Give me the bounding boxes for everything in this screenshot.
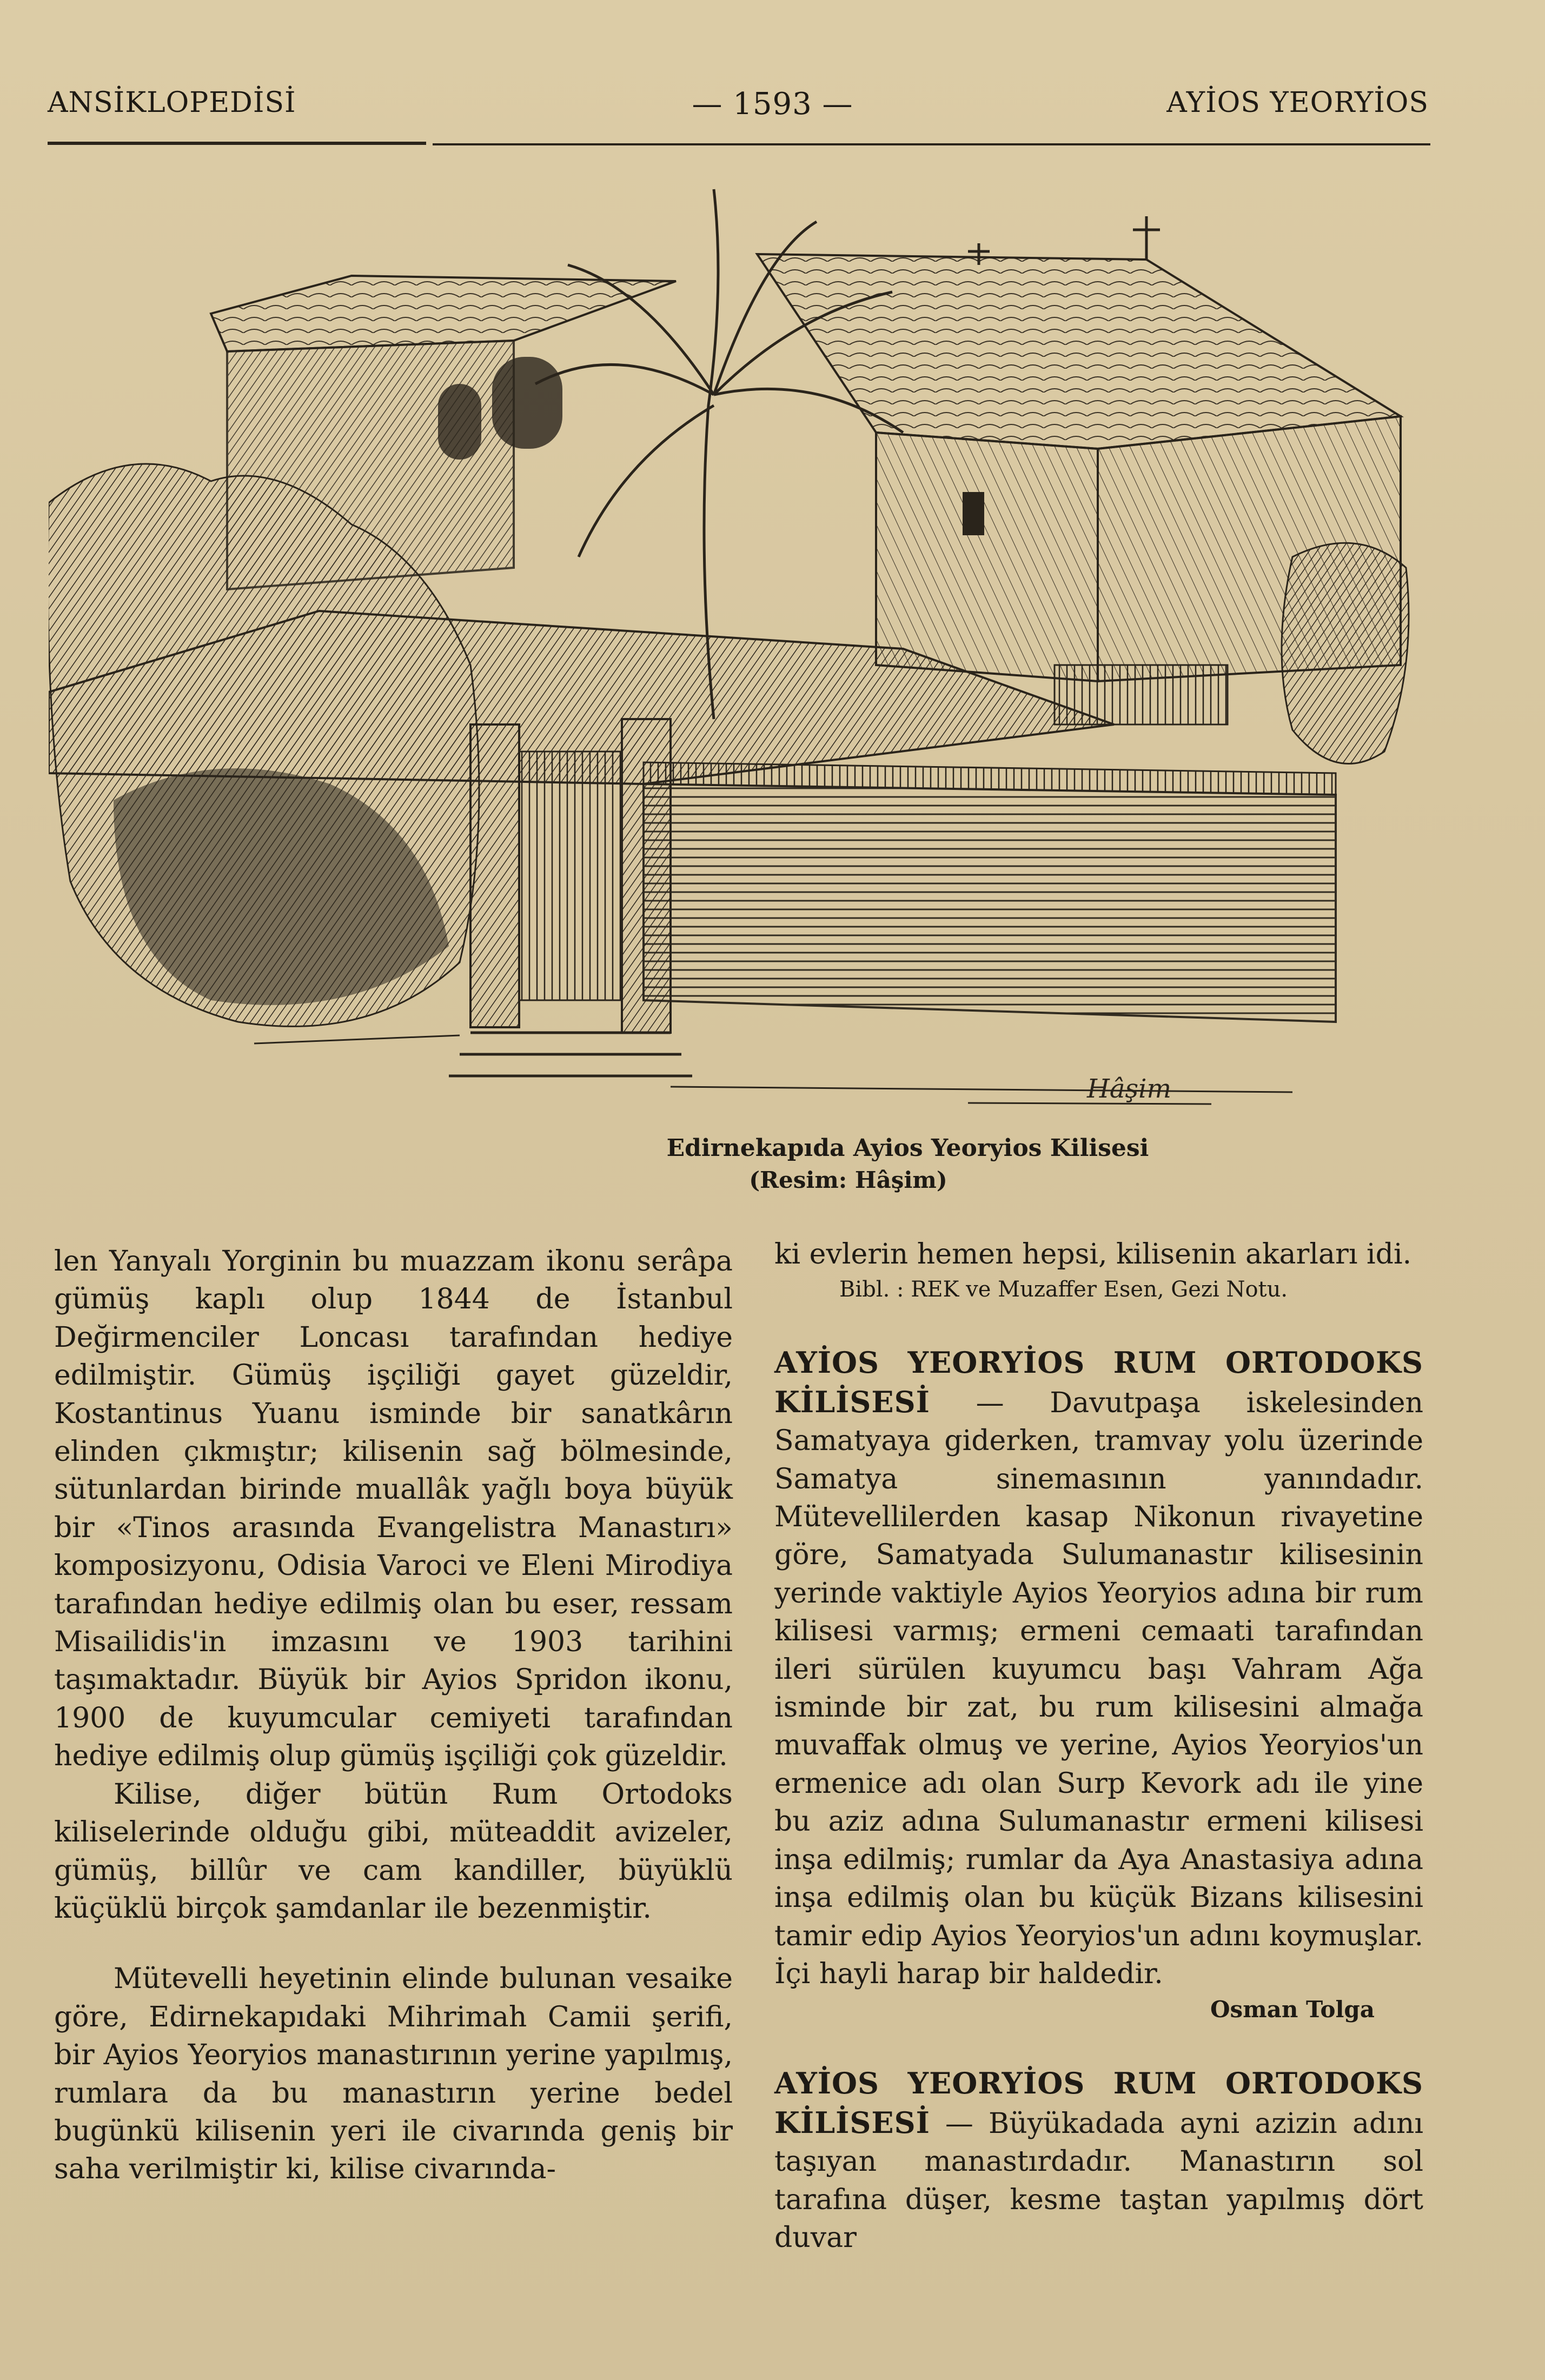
gate-pillar: [622, 719, 671, 1033]
figure-caption-credit: (Resim: Hâşim): [749, 1167, 947, 1193]
left-column: [54, 1242, 733, 2189]
entry-ayios-yeoryios-buyukada: [774, 2064, 1423, 2257]
courtyard-wall: [644, 784, 1336, 1022]
entry-body: — Büyükadada ayni azizin adını taşıyan manastırdadır. Manastırın sol tarafına düşer, kesme taştan yapılmış dört duvar: [774, 2107, 1423, 2254]
entry-ayios-yeoryios-samatya: [774, 1344, 1423, 1993]
entry-heading: AYİOS YEORYİOS RUM ORTODOKS KİLİSESİ: [774, 1345, 1423, 1419]
paragraph: Mütevelli heyetinin elinde bulunan vesaike göre, Edirnekapıdaki Mihrimah Camii şerifi, bir Ayios Yeoryios manastırının yerine yapılmış, rumlara da bu manastırın yerine bedel bugünkü kilisenin yeri ile civarında geniş bir saha verilmiştir ki, kilise civarında-: [54, 1963, 733, 2186]
entry-body: — Davutpaşa iskelesinden Samatyaya giderken, tramvay yolu üzerinde Samatya sinemasının yanındadır. Mütevellilerden kasap Nikonun rivayetine göre, Samatyada Sulumanastır kilisesinin yerinde vaktiyle Ayios Yeoryios adına bir rum kilisesi varmış; ermeni cemaati tarafından ileri sürülen kuyumcu başı Vahram Ağa isminde bir zat, bu rum kilisesini almağa muvaffak olmuş ve yerine, Ayios Yeoryios'un ermenice adı olan Surp Kevork adı ile yine bu aziz adına Sulumanastır ermeni kilisesi inşa edilmiş; rumlar da Aya Anastasiya adına inşa edilmiş olan bu küçük Bizans kilisesini tamir edip Ayios Yeoryios'un adını koymuşlar. İçi hayli harap bir haldedir.: [774, 1386, 1423, 1990]
running-head-left: ANSİKLOPEDİSİ: [48, 87, 296, 119]
paragraph: ki evlerin hemen hepsi, kilisenin akarları idi.: [774, 1238, 1412, 1271]
figure-caption-title: Edirnekapıda Ayios Yeoryios Kilisesi: [666, 1134, 1149, 1162]
church-illustration: [49, 178, 1417, 1125]
header-rule-right: [433, 143, 1430, 145]
bibliography: Bibl. : REK ve Muzaffer Esen, Gezi Notu.: [839, 1277, 1288, 1302]
paragraph: len Yanyalı Yorginin bu muazzam ikonu serâpa gümüş kaplı olup 1844 de İstanbul Değirmenciler Loncası tarafından hediye edilmiştir. Gümüş işçiliği gayet güzeldir, Kostantinus Yuanu isminde bir sanatkârın elinden çıkmıştır; kilisenin sağ bölmesinde, sütunlardan birinde muallâk yağlı boya büyük bir «Tinos arasında Evangelistra Manastırı» komposizyonu, Odisia Varoci ve Eleni Mirodiya tarafından hediye edilmiş olan bu eser, ressam Misailidis'in imzasını ve 1903 tarihini taşımaktadır. Büyük bir Ayios Spridon ikonu, 1900 de kuyumcular cemiyeti tarafından hediye edilmiş olup gümüş işçiliği çok güzeldir.: [54, 1245, 733, 1773]
artist-signature: Hâşim: [1087, 1074, 1171, 1104]
entry-heading: AYİOS YEORYİOS RUM ORTODOKS KİLİSESİ: [774, 2066, 1423, 2140]
arched-window: [438, 384, 481, 460]
steps: [449, 1033, 692, 1076]
page-number: — 1593 —: [692, 87, 853, 122]
paragraph: Kilise, diğer bütün Rum Ortodoks kiliselerinde olduğu gibi, müteaddit avizeler, gümüş, billûr ve cam kandiller, büyüklü küçüklü birçok şamdanlar ile bezenmiştir.: [54, 1778, 733, 1925]
left-roof: [211, 276, 676, 351]
main-roof: [757, 254, 1401, 449]
gate-door: [519, 752, 622, 1000]
tree-right: [1282, 543, 1409, 763]
running-head-right: AYİOS YEORYİOS: [1166, 87, 1429, 119]
header-rule-left: [48, 142, 426, 145]
gable-window: [963, 492, 984, 535]
right-column: [774, 1235, 1423, 2257]
author-signature: Osman Tolga: [1210, 1996, 1375, 2023]
arched-window: [492, 357, 562, 449]
gable-wall: [876, 433, 1098, 681]
